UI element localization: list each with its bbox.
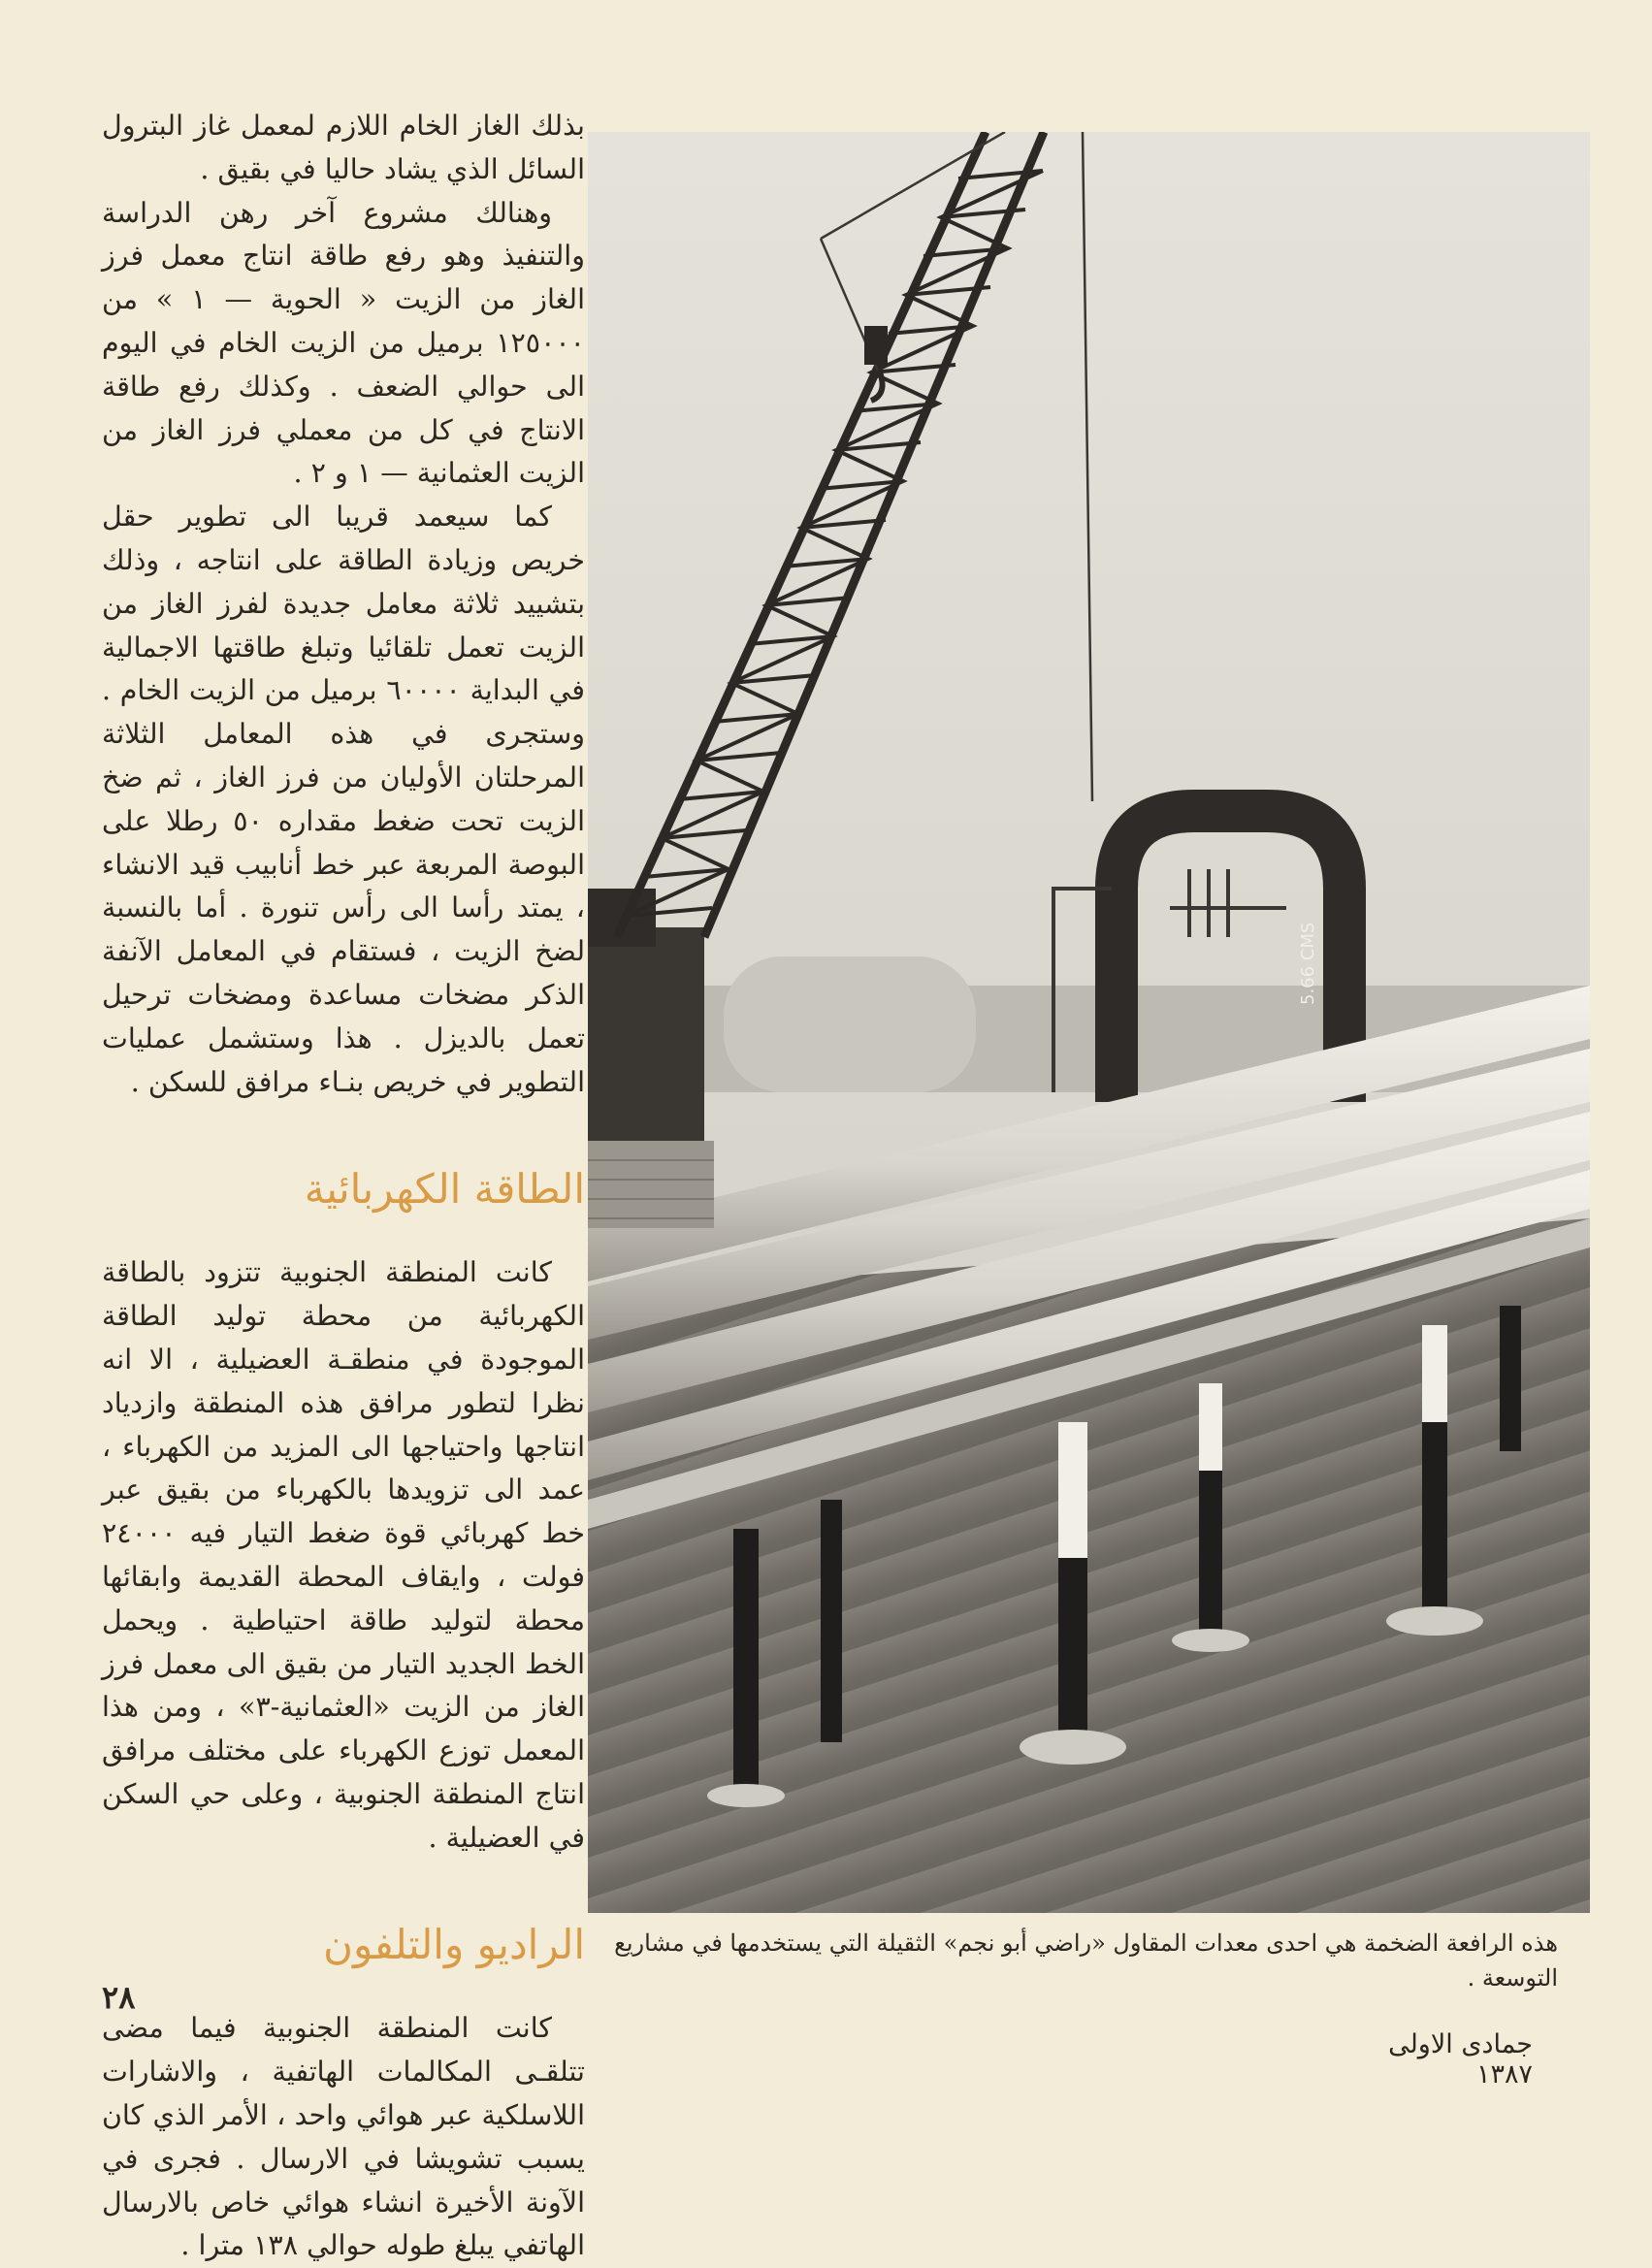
photo-crane-pipelines	[588, 132, 1590, 1913]
paragraph: كانت المنطقة الجنوبية فيما مضى تتلقـى المكالمات الهاتفية ، والاشارات اللاسلكية عبر هوائي واحد ، الأمر الذي كان يسبب تشويشا في الارسال . فجرى في الآونة الأخيرة انشاء هوائي خاص بالارسال الهاتفي يبلغ طوله حوالي ١٣٨ مترا .	[102, 2012, 585, 2262]
photo-caption: هذه الرافعة الضخمة هي احدى معدات المقاول «راضي أبو نجم» الثقيلة التي يستخدمها في مشاريع التوسعة .	[614, 1929, 1558, 1992]
paragraph: كانت المنطقة الجنوبية تتزود بالطاقة الكهربائية من محطة توليد الطاقة الموجودة في منطقـة العضيلية ، الا انه نظرا لتطور مرافق هذه المنطقة وازدياد انتاجها واحتياجها الى المزيد من الكهرباء ، عمد الى تزويدها بالكهرباء من بقيق عبر خط كهربائي قوة ضغط التيار فيه ٢٤٠٠٠ فولت ، وايقاف المحطة القديمة وابقائها محطة لتوليد طاقة احتياطية . ويحمل الخط الجديد التيار من بقيق الى معمل فرز الغاز من الزيت «العثمانية-٣» ، ومن هذا المعمل توزع الكهرباء على مختلف مرافق انتاج المنطقة الجنوبية ، وعلى حي السكن في العضيلية .	[102, 1256, 585, 1854]
section-heading-electricity: الطاقة الكهربائية	[304, 1165, 585, 1214]
svg-text:5.66 CMS: 5.66 CMS	[1298, 922, 1318, 1005]
issue-date: جمادى الاولى ١٣٨٧	[1388, 2029, 1533, 2090]
paragraph: كما سيعمد قريبا الى تطوير حقل خريص وزيادة الطاقة على انتاجه ، وذلك بتشييد ثلاثة معامل جديدة لفرز الغاز من الزيت تعمل تلقائيا وتبلغ طاقتها الاجمالية في البداية ٦٠٠٠٠ برميل من الزيت الخام . وستجرى في هذه المعامل الثلاثة المرحلتان الأوليان من فرز الغاز ، ثم ضخ الزيت تحت ضغط مقداره ٥٠ رطلا على البوصة المربعة عبر خط أنابيب قيد الانشاء ، يمتد رأسا الى رأس تنورة . أما بالنسبة لضخ الزيت ، فستقام في المعامل الآنفة الذكر مضخات مساعدة ومضخات ترحيل تعمل بالديزل . هذا وستشمل عمليات التطوير في خريص بنـاء مرافق للسكن .	[102, 501, 585, 1098]
article-text-column	[102, 105, 585, 2268]
paragraph: بذلك الغاز الخام اللازم لمعمل غاز البترول السائل الذي يشاد حاليا في بقيق .	[102, 110, 585, 185]
section-heading-radio-telephone: الراديو والتلفون	[323, 1921, 585, 1969]
page-number: ٢٨	[102, 1979, 136, 2016]
paragraph: وهنالك مشروع آخر رهن الدراسة والتنفيذ وهو رفع طاقة انتاج معمل فرز الغاز من الزيت « الحوية — ١ » من ١٢٥٠٠٠ برميل من الزيت الخام في اليوم الى حوالي الضعف . وكذلك رفع طاقة الانتاج في كل من معملي فرز الغاز من الزيت العثمانية — ١ و ٢ .	[102, 196, 585, 490]
